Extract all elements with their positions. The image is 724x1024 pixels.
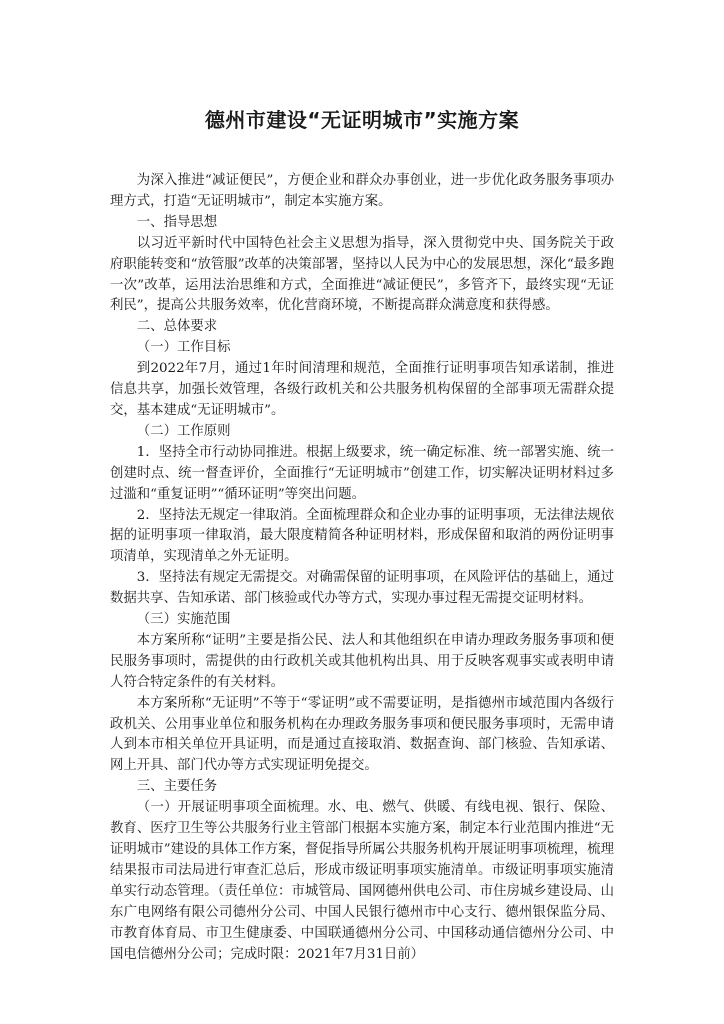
heading-main-tasks: 三、主要任务: [136, 779, 218, 795]
paragraph-task-1: （一）开展证明事项全面梳理。水、电、燃气、供暖、有线电视、银行、保险、教育、医疗卫生等公共服务行业主管部门根据本实施方案，制定本行业范围内推进“无证明城市”建设的具体工作方案，督促指导所属公共服务机构开展证明事项梳理，梳理结果报市司法局进行审查汇总后，形成市级证明事项实施清单。市级证明事项实施清单实行动态管理。（责任单位：市城管局、国网德州供电公司、市住房城乡建设局、山东广电网络有限公司德州分公司、中国人民银行德州市中心支行、德州银保监分局、市教育体育局、市卫生健康委、中国联通德州分公司、中国移动通信德州分公司、中国电信德州分公司；完成时限：2021年7月31日前）: [110, 800, 614, 962]
document-body: [110, 171, 614, 965]
heading-general-requirements: 二、总体要求: [136, 319, 218, 335]
heading-guiding-ideology: 一、指导思想: [136, 214, 218, 230]
subheading-work-goals: （一）工作目标: [136, 340, 231, 356]
paragraph-principle-2: 2．坚持法无规定一律取消。全面梳理群众和企业办事的证明事项，无法律法规依据的证明事项一律取消，最大限度精简各种证明材料，形成保留和取消的两份证明事项清单，实现清单之外无证明。: [110, 507, 614, 565]
paragraph-scope-2: 本方案所称“无证明”不等于“零证明”或不需要证明，是指德州市域范围内各级行政机关、公用事业单位和服务机构在办理政务服务事项和便民服务事项时，无需申请人到本市相关单位开具证明，而是通过直接取消、数据查询、部门核验、告知承诺、网上开具、部门代办等方式实现证明免提交。: [110, 695, 614, 774]
paragraph-work-goals: 到2022年7月，通过1年时间清理和规范，全面推行证明事项告知承诺制，推进信息共享，加强长效管理，各级行政机关和公共服务机构保留的全部事项无需群众提交，基本建成“无证明城市”。: [110, 361, 614, 418]
paragraph-principle-3: 3．坚持法有规定无需提交。对确需保留的证明事项，在风险评估的基础上，通过数据共享、告知承诺、部门核验或代办等方式，实现办事过程无需提交证明材料。: [110, 570, 614, 607]
paragraph-principle-1: 1．坚持全市行动协同推进。根据上级要求，统一确定标准、统一部署实施、统一创建时点、统一督查评价，全面推行“无证明城市”创建工作，切实解决证明材料过多过滥和“重复证明”“循环证明”等突出问题。: [110, 444, 614, 502]
paragraph-scope-1: 本方案所称“证明”主要是指公民、法人和其他组织在申请办理政务服务事项和便民服务事项时，需提供的由行政机关或其他机构出具、用于反映客观事实或表明申请人符合特定条件的有关材料。: [110, 632, 614, 690]
document-title: 德州市建设“无证明城市”实施方案: [204, 108, 520, 132]
subheading-scope: （三）实施范围: [136, 612, 231, 628]
paragraph-guiding-ideology: 以习近平新时代中国特色社会主义思想为指导，深入贯彻党中央、国务院关于政府职能转变和“放管服”改革的决策部署，坚持以人民为中心的发展思想，深化“最多跑一次”改革，运用法治思维和方式，全面推进“减证便民”，多管齐下，最终实现“无证利民”，提高公共服务效率，优化营商环境，不断提高群众满意度和获得感。: [110, 235, 614, 314]
paragraph-intro: 为深入推进“减证便民”，方便企业和群众办事创业，进一步优化政务服务事项办理方式，打造“无证明城市”，制定本实施方案。: [110, 173, 614, 209]
subheading-work-principles: （二）工作原则: [136, 423, 231, 439]
